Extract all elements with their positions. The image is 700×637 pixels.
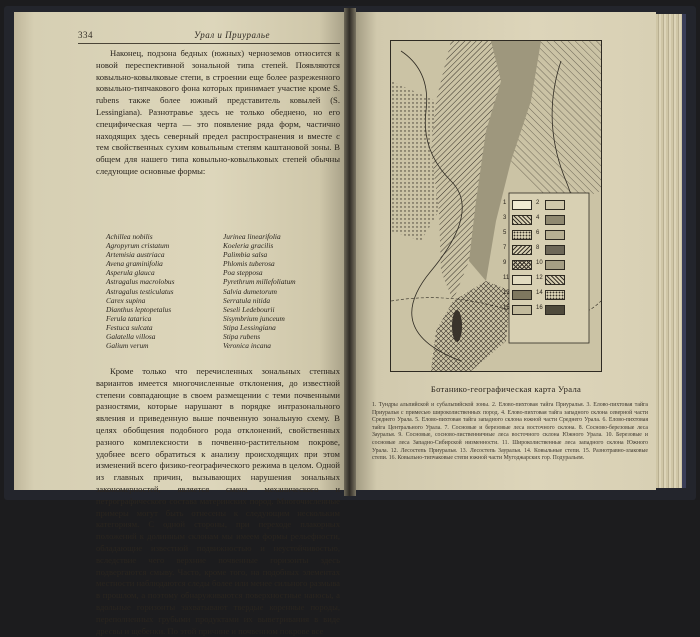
legend-number: 4 xyxy=(536,215,540,221)
legend-swatch xyxy=(536,245,565,255)
species-item: Serratula nitida xyxy=(223,295,271,305)
map-caption: Ботанико-географическая карта Урала xyxy=(430,384,582,394)
book-spine-gutter xyxy=(344,8,356,496)
map-legend xyxy=(503,200,572,315)
legend-number: 1 xyxy=(503,200,507,206)
legend-swatch xyxy=(536,290,565,300)
species-item: Astragalus testiculatus xyxy=(106,286,174,296)
species-item: Stipa rubens xyxy=(223,332,261,342)
running-title: Урал и Приуралье xyxy=(194,30,271,40)
species-item: Phlomis tuberosa xyxy=(223,259,275,269)
paragraph-2-text: Кроме только что перечисленных зональных степных вариантов имеется многочисленные отклонения, до известной степени совпадающие в своем размещении с теми почвенными разностями, которые нарушают в порядке интразонального явления и приведенную выше почвенную зональную схему. В целях обобщения подобного рода отклонений, свойственных разного комплексности в почвенно-растительном покрове, удобнее всего обратиться к анализу происходящих при этом изменений всего физико-географического режима в целом. Одной из главных причин, вызывающих нарушения зональных закономерностей, является смена механического и петрографического состава материнских пород. Многочисленные примеры могут быть отнесены к следующим нескольким категориям. С одной стороны, при переходе плакорных положений к долинным склонам мы имеем формы рельефности, обладающие известной подвижностью и неустойчивостью, вследствие чего верхние почвенные горизонты здесь подвергаются смыву. Часто, кроме того, на подобных элементах местности наблюдаются следы более или менее сильного размыва в прошлом, а поэтому обнаруживаются поверхностные наносы, а вдольные горизонты захватывают твердые коренные породы, переполненных грубыми продуктами их выветривания в виде дресвы и щебенки. По этой причине и почвенном покрове все xyxy=(96,366,340,636)
species-item: Stipa Lessingiana xyxy=(223,322,276,332)
legend-swatch xyxy=(536,275,565,285)
species-item: Agropyrum cristatum xyxy=(106,241,170,251)
legend-swatch xyxy=(503,290,532,300)
legend-number: 14 xyxy=(536,290,543,296)
page-number: 334 xyxy=(78,30,93,40)
legend-number: 12 xyxy=(536,275,543,281)
legend-number: 11 xyxy=(503,275,510,281)
species-item: Astragalus macrolobus xyxy=(106,277,175,287)
legend-swatch xyxy=(503,200,532,210)
legend-number: 16 xyxy=(536,305,543,311)
species-item: Asperula glauca xyxy=(106,268,155,278)
legend-number: 2 xyxy=(536,200,540,206)
species-item: Ferula tatarica xyxy=(106,313,152,323)
species-item: Veronica incana xyxy=(223,341,271,351)
paragraph-1 xyxy=(96,48,340,178)
species-list xyxy=(106,232,340,350)
species-item: Avena graminifolia xyxy=(106,259,163,269)
legend-number: 3 xyxy=(503,215,507,221)
legend-swatch xyxy=(536,215,565,225)
legend-swatch xyxy=(503,260,532,270)
legend-number: 7 xyxy=(503,245,507,251)
species-item: Dianthus leptopetalus xyxy=(106,304,172,314)
species-column-1 xyxy=(106,232,223,350)
legend-number: 9 xyxy=(503,260,507,266)
species-item: Artemisia austriaca xyxy=(106,250,165,260)
legend-swatch xyxy=(536,200,565,210)
legend-swatch xyxy=(503,305,532,315)
legend-swatch xyxy=(503,215,532,225)
species-item: Jurinea linearifolia xyxy=(223,232,281,241)
species-item: Carex supina xyxy=(106,295,146,305)
legend-swatch xyxy=(536,260,565,270)
species-item: Festuca sulcata xyxy=(106,322,153,332)
legend-swatch xyxy=(503,230,532,240)
species-item: Achillea nobilis xyxy=(106,232,153,241)
species-item: Galatella villosa xyxy=(106,332,156,342)
header-rule xyxy=(78,43,340,44)
species-item: Seseli Ledebourii xyxy=(223,304,275,314)
map-region-west xyxy=(391,81,439,241)
map-mugodzhar-hills xyxy=(452,310,462,342)
paragraph-1-text: Наконец, подзона бедных (южных) черноземов относится к новой переспективной зональной типа степей. Появляются ковыльно-ковылковые степи, в строении еще более разреженного ковыльно-типчакового фона которых принимает участие кроме S. rubens также более южный представитель ковылей (S. Lessingiana). Разнотравье здесь не только обеднено, но его специфическая черта — это появление ряда форм, частично находящих здесь северный предел распространения и вместе с тем свойственных сухим ковыльным степям каштановой зоны. В общем для нашего типа ковыльно-ковыльковых степей обычны следующие основные формы: xyxy=(96,48,340,176)
legend-swatch xyxy=(536,230,565,240)
species-item: Palimbia salsa xyxy=(223,250,268,260)
legend-number: 8 xyxy=(536,245,540,251)
legend-number: 15 xyxy=(503,305,510,311)
legend-number: 5 xyxy=(503,230,507,236)
legend-text: 1. Тундры альпийской и субальпийской зоны. 2. Елово-пихтовая тайга Приуралья. 3. Елово-пихтовая тайга Приуралья с примесью широколиственных пород. 4. Елово-пихтовая тайга западного склона северной части Среднего Урала. 5. Елово-пихтовая тайга западного склона южной части Среднего Урала. 6. Елово-пихтовая тайга Центрального Урала. 7. Сосновые и березовые леса восточного склона. 8. Сосново-березовые леса Зауралья. 9. Сосновые, сосново-лиственничные леса восточного склона Южного Урала. 10. Березовые и сосновые леса Западно-Сибирской низменности. 11. Широколиственные леса западного склона Южного Урала. 12. Лесостепь Приуралья. 13. Лесостепь Зауралья. 14. Ковыльные степи. 15. Разнотравно-злаковые степи. 16. Ковыльно-типчаковые степи южной части Мугоджарских гор. Подуральем. xyxy=(372,402,648,462)
species-item: Poa stepposa xyxy=(223,268,263,278)
left-page xyxy=(14,12,346,636)
legend-swatch xyxy=(536,305,565,315)
species-item: Sisymbrium junceum xyxy=(223,313,285,323)
species-column-2 xyxy=(223,232,340,350)
paragraph-2 xyxy=(96,366,340,637)
species-item: Salvia dumetorum xyxy=(223,286,277,296)
page-edges xyxy=(656,14,686,488)
species-item: Galium verum xyxy=(106,341,149,351)
legend-number: 6 xyxy=(536,230,540,236)
legend-swatch xyxy=(503,275,532,285)
species-item: Koeleria gracilis xyxy=(223,241,274,251)
species-item: Pyrethrum millefoliatum xyxy=(223,277,296,287)
legend-swatch xyxy=(503,245,532,255)
legend-number: 10 xyxy=(536,260,543,266)
legend-number: 13 xyxy=(503,290,510,296)
